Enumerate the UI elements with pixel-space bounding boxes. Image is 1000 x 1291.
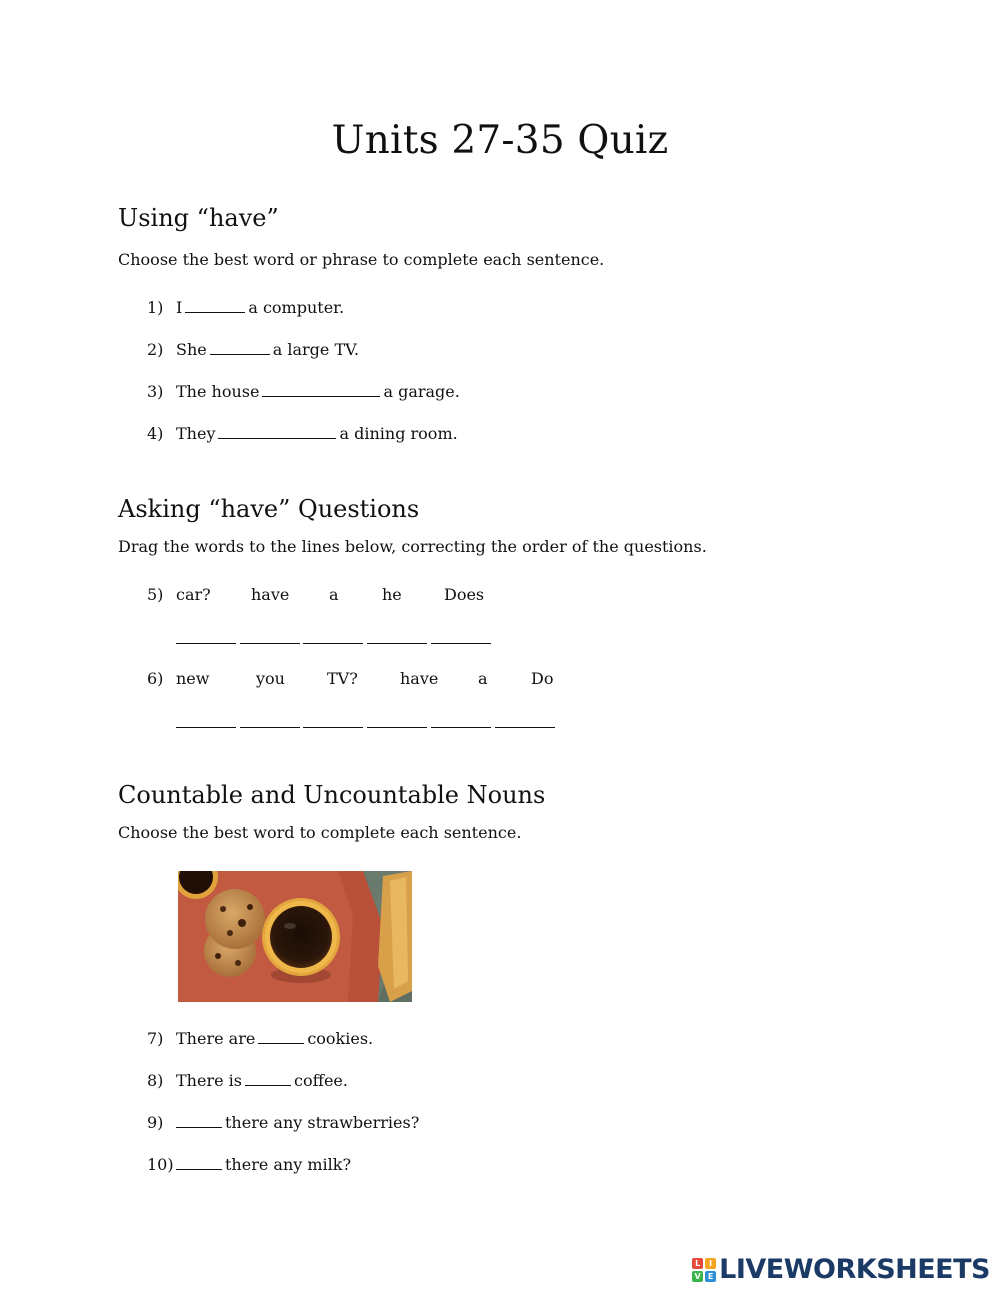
question-text-after: a dining room.: [339, 424, 458, 443]
logo-badge-letter: I: [705, 1258, 716, 1269]
answer-blank[interactable]: [258, 1042, 304, 1044]
question-text-after: a computer.: [248, 298, 345, 317]
drop-line[interactable]: [431, 643, 491, 644]
drop-line[interactable]: [303, 727, 363, 728]
question-text-after: coffee.: [293, 1071, 348, 1090]
drag-word[interactable]: Does: [444, 585, 485, 604]
photo-illustration: [178, 871, 412, 1002]
question-number: 7): [147, 1029, 164, 1048]
drag-word[interactable]: Do: [531, 669, 554, 688]
question-text-after: cookies.: [307, 1029, 374, 1048]
drag-word[interactable]: have: [251, 585, 290, 604]
question-text-before: I: [176, 298, 183, 317]
drop-line[interactable]: [367, 643, 427, 644]
question-2: [176, 340, 359, 359]
question-text-after: a large TV.: [272, 340, 359, 359]
answer-blank[interactable]: [262, 395, 380, 397]
answer-blank[interactable]: [176, 1126, 222, 1128]
question-text-after: there any strawberries?: [225, 1113, 420, 1132]
drop-line[interactable]: [240, 643, 300, 644]
logo-badge-letter: V: [692, 1271, 703, 1282]
question-number: 2): [147, 340, 164, 359]
question-text-before: There is: [176, 1071, 242, 1090]
question-7: [176, 1029, 373, 1048]
drop-line[interactable]: [240, 727, 300, 728]
coffee-cookies-photo: [178, 871, 412, 1002]
drag-word[interactable]: a: [329, 585, 339, 604]
drop-line[interactable]: [303, 643, 363, 644]
logo-badge-letter: L: [692, 1258, 703, 1269]
question-text-before: The house: [176, 382, 260, 401]
logo-badge-icon: [692, 1258, 716, 1282]
drag-word[interactable]: have: [400, 669, 439, 688]
question-3: [176, 382, 460, 401]
section-heading-using-have: Using “have”: [118, 204, 279, 232]
drop-line[interactable]: [495, 727, 555, 728]
drag-word[interactable]: he: [382, 585, 402, 604]
question-number: 4): [147, 424, 164, 443]
answer-blank[interactable]: [185, 311, 245, 313]
section-instruction: Drag the words to the lines below, correcting the order of the questions.: [118, 537, 707, 556]
answer-blank[interactable]: [210, 353, 270, 355]
question-number: 3): [147, 382, 164, 401]
question-text-before: They: [176, 424, 216, 443]
drag-word[interactable]: car?: [176, 585, 211, 604]
section-instruction: Choose the best word or phrase to complete each sentence.: [118, 250, 605, 269]
question-text-before: She: [176, 340, 207, 359]
question-1: [176, 298, 344, 317]
logo-text: LIVEWORKSHEETS: [719, 1254, 990, 1285]
drag-word[interactable]: a: [478, 669, 488, 688]
question-number: 5): [147, 585, 164, 604]
question-text-after: a garage.: [383, 382, 460, 401]
answer-blank[interactable]: [218, 437, 336, 439]
question-number: 8): [147, 1071, 164, 1090]
section-heading-countable-nouns: Countable and Uncountable Nouns: [118, 781, 546, 809]
drag-word[interactable]: new: [176, 669, 210, 688]
drop-line[interactable]: [176, 727, 236, 728]
answer-blank[interactable]: [245, 1084, 291, 1086]
question-8: [176, 1071, 348, 1090]
question-10: [176, 1155, 351, 1174]
logo-badge-letter: E: [705, 1271, 716, 1282]
section-instruction: Choose the best word to complete each sentence.: [118, 823, 522, 842]
section-heading-asking-have: Asking “have” Questions: [118, 495, 420, 523]
page-title: Units 27-35 Quiz: [331, 118, 669, 163]
drop-line[interactable]: [367, 727, 427, 728]
drag-word[interactable]: TV?: [327, 669, 358, 688]
question-number: 10): [147, 1155, 174, 1174]
drop-line[interactable]: [176, 643, 236, 644]
liveworksheets-logo: [692, 1254, 990, 1285]
question-number: 6): [147, 669, 164, 688]
question-9: [176, 1113, 419, 1132]
question-number: 1): [147, 298, 164, 317]
question-number: 9): [147, 1113, 164, 1132]
answer-blank[interactable]: [176, 1168, 222, 1170]
question-4: [176, 424, 458, 443]
drop-line[interactable]: [431, 727, 491, 728]
question-text-after: there any milk?: [225, 1155, 352, 1174]
question-text-before: There are: [176, 1029, 256, 1048]
drag-word[interactable]: you: [256, 669, 285, 688]
